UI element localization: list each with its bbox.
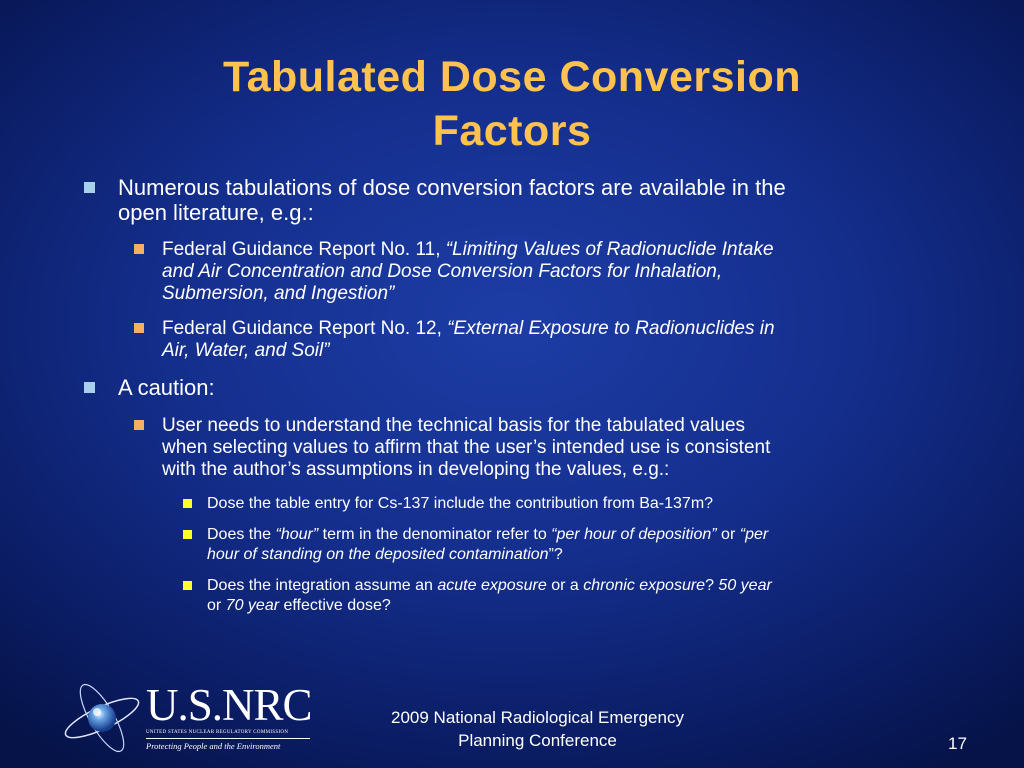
footer-line: Planning Conference <box>458 731 617 750</box>
bullet-text: or <box>207 597 226 614</box>
bullet-text-line: with the author’s assumptions in developing the values, e.g.: <box>162 459 670 480</box>
bullet-text: ? <box>705 577 719 594</box>
report-title-text: Air, Water, and Soil” <box>162 340 330 361</box>
sub-sub-bullet-item <box>207 576 927 616</box>
footer-conference <box>340 706 735 752</box>
bullet-text: Does the integration assume an <box>207 577 438 594</box>
bullet-text: ”? <box>548 546 563 563</box>
sub-bullet-item <box>162 239 922 305</box>
bullet-text: term in the denominator refer to <box>318 526 552 543</box>
emphasis-text: “hour” <box>275 526 319 543</box>
emphasis-text: 70 year <box>225 597 280 614</box>
slide-title-line2: Factors <box>432 107 592 155</box>
emphasis-text: hour of standing on the deposited contamination <box>207 546 549 563</box>
square-bullet-icon <box>134 420 144 430</box>
square-bullet-icon <box>84 182 95 193</box>
nrc-logo-text: U.S.NRC <box>146 680 312 730</box>
sub-sub-bullet-item <box>207 494 927 514</box>
bullet-text-line: open literature, e.g.: <box>118 200 314 225</box>
slide-title <box>100 50 924 158</box>
sub-bullet-item <box>162 415 922 481</box>
bullet-text-line: A caution: <box>118 375 215 400</box>
square-bullet-icon <box>183 530 192 539</box>
bullet-text-line: Dose the table entry for Cs-137 include the contribution from Ba-137m? <box>207 495 714 512</box>
bullet-text: or <box>716 526 740 543</box>
emphasis-text: “per <box>739 526 769 543</box>
bullet-text-line: when selecting values to affirm that the user’s intended use is consistent <box>162 437 771 458</box>
bullet-text: Federal Guidance Report No. 12, <box>162 318 448 339</box>
bullet-item <box>118 175 918 225</box>
report-title-text: “External Exposure to Radionuclides in <box>447 318 775 339</box>
logo-divider <box>146 738 310 739</box>
report-title-text: Submersion, and Ingestion” <box>162 283 395 304</box>
bullet-text: or a <box>546 577 584 594</box>
square-bullet-icon <box>183 581 192 590</box>
bullet-text-line: Numerous tabulations of dose conversion factors are available in the <box>118 175 786 200</box>
atom-icon <box>60 678 144 758</box>
footer-line: 2009 National Radiological Emergency <box>391 708 684 727</box>
slide-title-line1: Tabulated Dose Conversion <box>223 53 801 101</box>
nrc-logo <box>60 676 320 758</box>
sub-bullet-item <box>162 318 922 362</box>
bullet-text: Federal Guidance Report No. 11, <box>162 239 446 260</box>
emphasis-text: chronic exposure <box>583 577 706 594</box>
square-bullet-icon <box>134 323 144 333</box>
square-bullet-icon <box>134 244 144 254</box>
slide-number: 17 <box>948 734 967 753</box>
report-title-text: and Air Concentration and Dose Conversion Factors for Inhalation, <box>162 261 723 282</box>
square-bullet-icon <box>84 382 95 393</box>
emphasis-text: acute exposure <box>437 577 547 594</box>
emphasis-text: “per hour of deposition” <box>551 526 717 543</box>
sub-sub-bullet-item <box>207 525 927 565</box>
nrc-logo-tagline: Protecting People and the Environment <box>146 741 281 751</box>
report-title-text: “Limiting Values of Radionuclide Intake <box>445 239 774 260</box>
bullet-text: Does the <box>207 526 276 543</box>
emphasis-text: 50 year <box>718 577 772 594</box>
bullet-text: effective dose? <box>279 597 391 614</box>
bullet-item <box>118 375 918 400</box>
bullet-text-line: User needs to understand the technical basis for the tabulated values <box>162 415 746 436</box>
square-bullet-icon <box>183 499 192 508</box>
nrc-logo-subtitle: UNITED STATES NUCLEAR REGULATORY COMMISSION <box>146 730 289 735</box>
